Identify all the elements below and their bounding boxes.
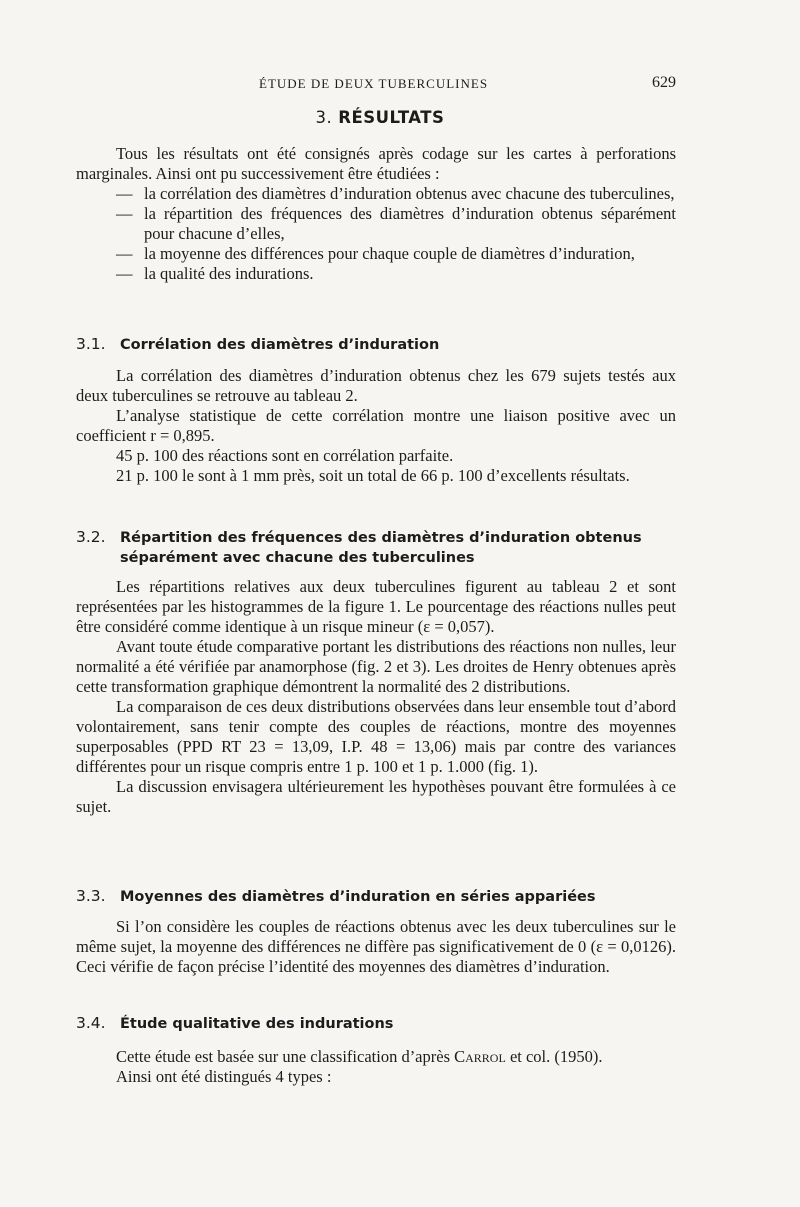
section-number: 3.3. [76,887,106,905]
paragraph: La comparaison de ces deux distributions observées dans leur ensemble tout d’abord volontairement, sans tenir compte des couples de réactions, montre des moyennes superposables (PPD RT 23 = 13,09, I.P. 48 = 13,06) mais par contre des variances différentes pour un risque compris entre 1 p. 100 et 1 p. 1.000 (fig. 1). [76,697,676,776]
author-name: Carrol [454,1047,506,1066]
main-heading-number: 3. [315,108,333,127]
main-heading [0,108,760,127]
section-body-3-3 [76,917,676,977]
dash-mark: — [116,244,133,263]
page-number: 629 [652,74,676,91]
paragraph: La corrélation des diamètres d’induration obtenus chez les 679 sujets testés aux deux tuberculines se retrouve au tableau 2. [76,366,676,405]
paragraph: Si l’on considère les couples de réactions obtenus avec les deux tuberculines sur le même sujet, la moyenne des différences ne diffère pas significativement de 0 (ε = 0,0126). Ceci vérifie de façon précise l’identité des moyennes des diamètres d’induration. [76,917,676,976]
section-title-line1: Répartition des fréquences des diamètres d’induration obtenus [120,530,642,546]
section-title: Corrélation des diamètres d’induration [120,337,440,353]
section-title-line2: séparément avec chacune des tuberculines [120,550,475,566]
paragraph: 21 p. 100 le sont à 1 mm près, soit un total de 66 p. 100 d’excellents résultats. [116,466,630,485]
paragraph: Ainsi ont été distingués 4 types : [116,1067,332,1086]
section-number: 3.4. [76,1014,106,1032]
section-body-3-2 [76,577,676,817]
section-body-3-1 [76,366,676,486]
paragraph: La discussion envisagera ultérieurement les hypothèses pouvant être formulées à ce sujet. [76,777,676,816]
section-heading-3-2 [76,527,676,568]
section-number: 3.1. [76,335,106,353]
paragraph: Cette étude est basée sur une classification d’après Carrol et col. (1950). [116,1047,603,1066]
section-title: Moyennes des diamètres d’induration en séries appariées [120,889,596,905]
section-heading-3-1 [76,334,676,355]
section-number: 3.2. [76,528,106,546]
running-title: ÉTUDE DE DEUX TUBERCULINES [259,76,489,91]
list-item: — la moyenne des différences pour chaque couple de diamètres d’induration, [116,244,635,263]
dash-mark: — [116,204,133,223]
section-body-3-4 [76,1047,676,1087]
paragraph: L’analyse statistique de cette corrélation montre une liaison positive avec un coefficient r = 0,895. [76,406,676,445]
list-item: — la répartition des fréquences des diamètres d’induration obtenus séparément pour chacune d’elles, [116,204,676,243]
section-title: Étude qualitative des indurations [120,1016,394,1032]
section-heading-3-3 [76,886,676,907]
paragraph: Avant toute étude comparative portant les distributions des réactions non nulles, leur normalité a été vérifiée par anamorphose (fig. 2 et 3). Les droites de Henry obtenues après cette transformation graphique démontrent la normalité des 2 distributions. [76,637,676,696]
paragraph: 45 p. 100 des réactions sont en corrélation parfaite. [116,446,454,465]
list-item: — la qualité des indurations. [116,264,314,283]
dash-mark: — [116,184,133,203]
section-heading-3-4 [76,1013,676,1034]
list-item: — la corrélation des diamètres d’induration obtenus avec chacune des tuberculines, [116,184,675,203]
paragraph: Les répartitions relatives aux deux tuberculines figurent au tableau 2 et sont représentées par les histogrammes de la figure 1. Le pourcentage des réactions nulles peut être considéré comme identique à un risque mineur (ε = 0,057). [76,577,676,636]
intro-paragraph: Tous les résultats ont été consignés après codage sur les cartes à perforations marginales. Ainsi ont pu successivement être étudiées : [76,144,676,183]
main-heading-title: RÉSULTATS [338,108,445,127]
intro-block [76,144,676,284]
dash-mark: — [116,264,133,283]
